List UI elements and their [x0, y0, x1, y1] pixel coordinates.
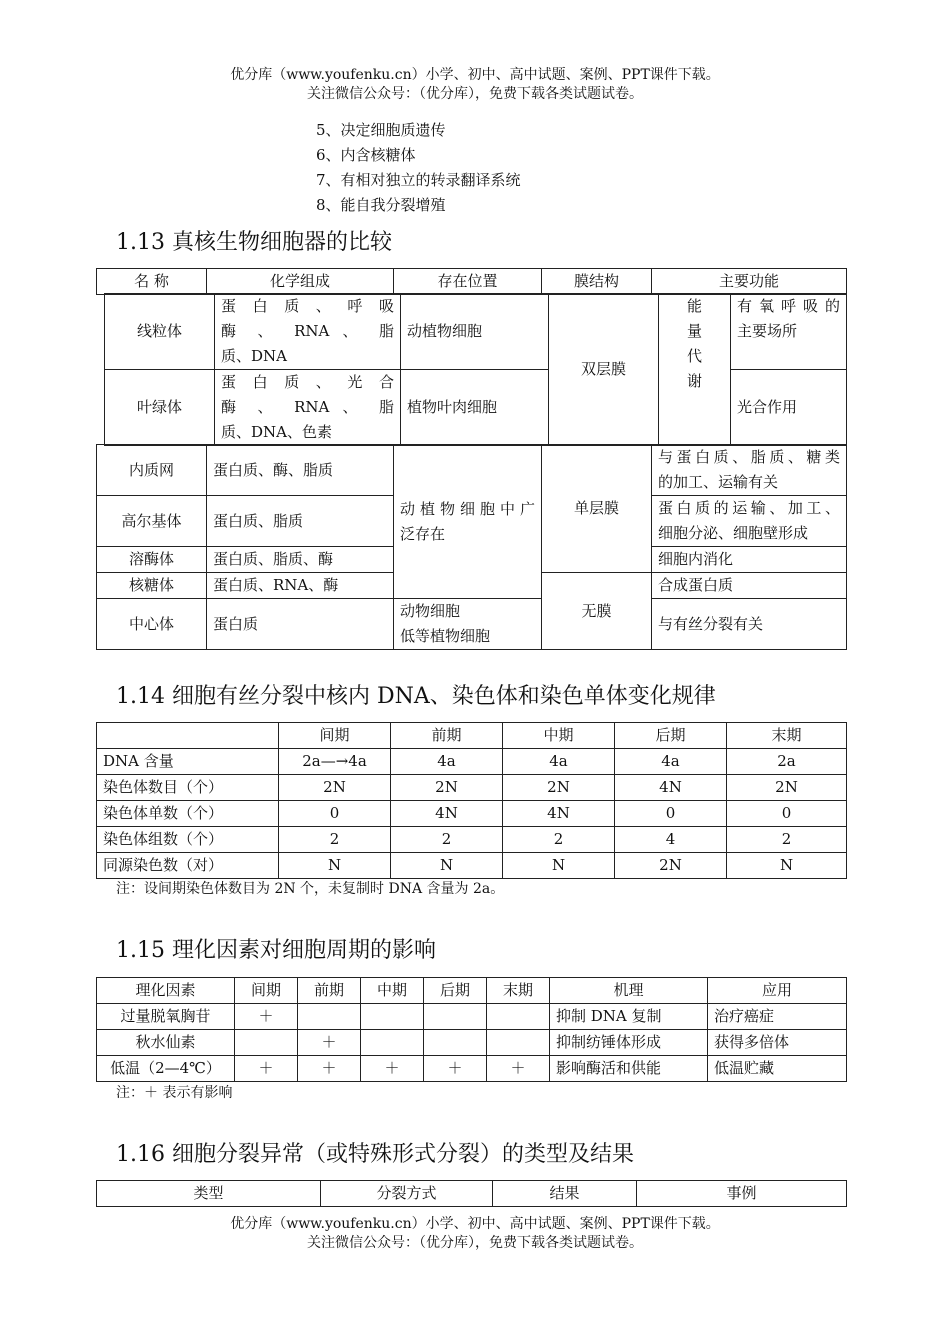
organelle-table-header: [96, 268, 847, 295]
table-header-cell: 存在位置: [394, 269, 542, 295]
organelle-name: 叶绿体: [105, 370, 215, 446]
table-cell: 抑制纺锤体形成: [550, 1030, 708, 1056]
header-line-1: 优分库（www.youfenku.cn）小学、初中、高中试题、案例、PPT课件下载。: [230, 67, 720, 83]
table-header-cell: 间期: [279, 723, 391, 749]
table-header-cell: 主要功能: [652, 269, 847, 295]
mitosis-change-table: [96, 722, 847, 879]
organelle-function: 蛋白质的运输、加工、 细胞分泌、细胞壁形成: [652, 496, 847, 547]
table-cell: ＋: [487, 1056, 550, 1082]
table-header-cell: 结果: [493, 1181, 637, 1207]
table-cell: 2: [279, 827, 391, 853]
table-header-cell: [97, 723, 279, 749]
table-cell: 2a: [727, 749, 847, 775]
table-cell: N: [727, 853, 847, 879]
organelle-location: 植物叶肉细胞: [401, 370, 549, 446]
table-cell: 0: [727, 801, 847, 827]
table-cell: 2N: [503, 775, 615, 801]
row-label: 染色体组数（个）: [97, 827, 279, 853]
table-cell: 抑制 DNA 复制: [550, 1004, 708, 1030]
organelle-table-double-membrane: [104, 293, 847, 446]
energy-metabolism-label: 能 量 代 谢: [659, 294, 731, 446]
organelle-function: 合成蛋白质: [652, 573, 847, 599]
table-cell: 2a—→4a: [279, 749, 391, 775]
membrane-structure: 无膜: [542, 573, 652, 650]
page-header: [0, 66, 950, 104]
table-cell: 获得多倍体: [708, 1030, 847, 1056]
row-label: 同源染色数（对）: [97, 853, 279, 879]
organelle-composition: 蛋白质、酶、脂质: [207, 445, 394, 496]
table-row: [105, 370, 847, 446]
table-cell: 4N: [615, 775, 727, 801]
table-row: [97, 1004, 847, 1030]
membrane-structure: 双层膜: [549, 294, 659, 446]
table-row: [97, 1030, 847, 1056]
organelle-name: 线粒体: [105, 294, 215, 370]
organelle-composition: 蛋白质: [207, 599, 394, 650]
table-row: [97, 1056, 847, 1082]
table-cell: [235, 1030, 298, 1056]
footer-line-1: 优分库（www.youfenku.cn）小学、初中、高中试题、案例、PPT课件下载。: [230, 1216, 720, 1232]
table-cell: [424, 1004, 487, 1030]
table-cell: ＋: [235, 1056, 298, 1082]
table-header-cell: 中期: [361, 978, 424, 1004]
table-cell: 0: [279, 801, 391, 827]
table-row: [97, 775, 847, 801]
table-cell: N: [279, 853, 391, 879]
table-row: [97, 827, 847, 853]
organelle-composition: 蛋白质、脂质、酶: [207, 547, 394, 573]
table-cell: 0: [615, 801, 727, 827]
table-cell: 2N: [279, 775, 391, 801]
page-footer: [0, 1215, 950, 1253]
row-label: 过量脱氧胸苷: [97, 1004, 235, 1030]
table-row: [105, 294, 847, 370]
cell-cycle-factor-table: [96, 977, 847, 1082]
organelle-name: 溶酶体: [97, 547, 207, 573]
table-cell: 影响酶活和供能: [550, 1056, 708, 1082]
list-item: 6、内含核糖体: [316, 146, 416, 164]
section-title-1-15: 1.15 理化因素对细胞周期的影响: [116, 938, 436, 963]
organelle-location: 动植物细胞: [401, 294, 549, 370]
table-cell: [424, 1030, 487, 1056]
table-row: [97, 801, 847, 827]
table-header-cell: 应用: [708, 978, 847, 1004]
table-cell: 2: [503, 827, 615, 853]
table-cell: [487, 1004, 550, 1030]
table-cell: 4a: [615, 749, 727, 775]
table-header-cell: 名 称: [97, 269, 207, 295]
table-cell: [487, 1030, 550, 1056]
table-cell: 4N: [391, 801, 503, 827]
table-cell: [361, 1030, 424, 1056]
abnormal-division-table: [96, 1180, 847, 1207]
organelle-name: 中心体: [97, 599, 207, 650]
organelle-function: 细胞内消化: [652, 547, 847, 573]
list-item: 5、决定细胞质遗传: [316, 121, 446, 139]
organelle-name: 核糖体: [97, 573, 207, 599]
table-cell: 2N: [727, 775, 847, 801]
organelle-name: 高尔基体: [97, 496, 207, 547]
table-header-cell: 后期: [615, 723, 727, 749]
table-cell: ＋: [298, 1056, 361, 1082]
table-cell: 4: [615, 827, 727, 853]
organelle-composition: 蛋 白 质 、 呼 吸 酶 、 RNA 、 脂 质、DNA: [215, 294, 401, 370]
table-cell: N: [391, 853, 503, 879]
table-cell: 4N: [503, 801, 615, 827]
organelle-function: 与蛋白质、脂质、糖类 的加工、运输有关: [652, 445, 847, 496]
row-label: 低温（2—4℃）: [97, 1056, 235, 1082]
table-header-cell: 间期: [235, 978, 298, 1004]
organelle-composition: 蛋 白 质 、 光 合 酶 、 RNA 、 脂 质、DNA、色素: [215, 370, 401, 446]
organelle-composition: 蛋白质、脂质: [207, 496, 394, 547]
table-header-cell: 分裂方式: [321, 1181, 493, 1207]
footer-line-2: 关注微信公众号：（优分库），免费下载各类试题试卷。: [307, 1235, 643, 1251]
table-cell: ＋: [361, 1056, 424, 1082]
table-row: [97, 445, 847, 496]
table-cell: 4a: [503, 749, 615, 775]
table-header-cell: 末期: [487, 978, 550, 1004]
row-label: 染色体数目（个）: [97, 775, 279, 801]
table-cell: 低温贮藏: [708, 1056, 847, 1082]
organelle-location: 动植物细胞中广 泛存在: [394, 445, 542, 599]
table-note-1-15: 注：＋ 表示有影响: [116, 1085, 233, 1101]
row-label: 染色体单数（个）: [97, 801, 279, 827]
table-row: [97, 853, 847, 879]
organelle-table-other: [96, 444, 847, 650]
table-header-cell: 前期: [391, 723, 503, 749]
table-header-cell: 事例: [637, 1181, 847, 1207]
table-cell: 治疗癌症: [708, 1004, 847, 1030]
table-cell: 2N: [391, 775, 503, 801]
organelle-name: 内质网: [97, 445, 207, 496]
table-cell: 2N: [615, 853, 727, 879]
table-cell: ＋: [298, 1030, 361, 1056]
organelle-composition: 蛋白质、RNA、酶: [207, 573, 394, 599]
table-header-cell: 化学组成: [207, 269, 394, 295]
section-title-1-13: 1.13 真核生物细胞器的比较: [116, 230, 392, 255]
table-header-cell: 中期: [503, 723, 615, 749]
organelle-function: 与有丝分裂有关: [652, 599, 847, 650]
table-cell: [298, 1004, 361, 1030]
table-row: [97, 749, 847, 775]
table-row: [97, 599, 847, 650]
organelle-function: 有氧呼吸的 主要场所: [731, 294, 847, 370]
organelle-function: 光合作用: [731, 370, 847, 446]
table-cell: [361, 1004, 424, 1030]
organelle-location: 动物细胞 低等植物细胞: [394, 599, 542, 650]
table-cell: ＋: [235, 1004, 298, 1030]
organelle-feature-list: [316, 118, 521, 218]
table-note-1-14: 注：设间期染色体数目为 2N 个，未复制时 DNA 含量为 2a。: [116, 881, 505, 897]
table-header-cell: 类型: [97, 1181, 321, 1207]
list-item: 7、有相对独立的转录翻译系统: [316, 171, 521, 189]
table-header-cell: 膜结构: [542, 269, 652, 295]
table-cell: N: [503, 853, 615, 879]
table-header-cell: 前期: [298, 978, 361, 1004]
table-cell: 4a: [391, 749, 503, 775]
table-cell: 2: [391, 827, 503, 853]
list-item: 8、能自我分裂增殖: [316, 196, 446, 214]
table-header-cell: 后期: [424, 978, 487, 1004]
table-cell: ＋: [424, 1056, 487, 1082]
row-label: DNA 含量: [97, 749, 279, 775]
section-title-1-14: 1.14 细胞有丝分裂中核内 DNA、染色体和染色单体变化规律: [116, 684, 716, 709]
table-header-cell: 机理: [550, 978, 708, 1004]
table-header-cell: 末期: [727, 723, 847, 749]
table-cell: 2: [727, 827, 847, 853]
row-label: 秋水仙素: [97, 1030, 235, 1056]
header-line-2: 关注微信公众号：（优分库），免费下载各类试题试卷。: [307, 86, 643, 102]
section-title-1-16: 1.16 细胞分裂异常（或特殊形式分裂）的类型及结果: [116, 1142, 634, 1167]
membrane-structure: 单层膜: [542, 445, 652, 573]
table-header-cell: 理化因素: [97, 978, 235, 1004]
